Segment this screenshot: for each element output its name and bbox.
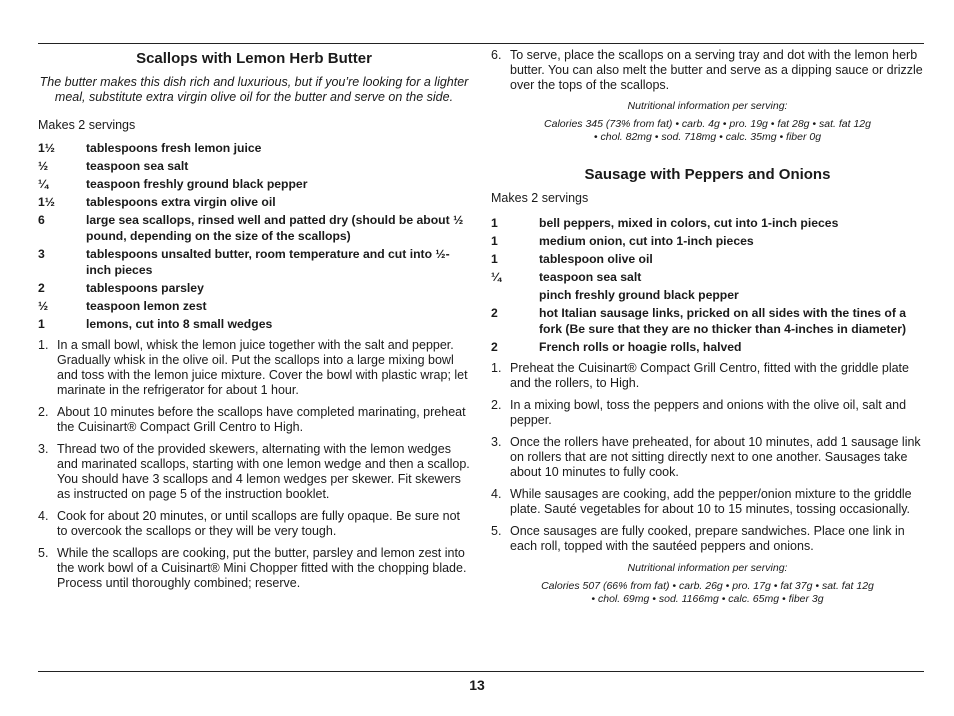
ingredient-row — [38, 212, 470, 244]
ingredient-desc: tablespoon olive oil — [539, 252, 653, 266]
ingredient-row — [491, 287, 924, 303]
step-text: While sausages are cooking, add the pepper/onion mixture to the griddle plate. Sauté vegetables for about 10 to 15 minutes, tossing occasionally. — [510, 487, 912, 516]
recipe-title: Scallops with Lemon Herb Butter — [136, 50, 372, 67]
step-item — [491, 48, 924, 93]
nutrition-title: Nutritional information per serving: — [627, 562, 788, 574]
step-number: 3. — [38, 442, 49, 456]
ingredient-qty: 1½ — [38, 141, 55, 155]
ingredient-qty — [491, 287, 539, 303]
recipe-intro: The butter makes this dish rich and luxurious, but if you’re looking for a lighter meal, substitute extra virgin olive oil for the butter and serve on the side. — [39, 75, 469, 104]
ingredient-desc: bell peppers, mixed in colors, cut into 1-inch pieces — [539, 216, 839, 230]
ingredient-list — [38, 140, 470, 332]
step-number: 2. — [38, 405, 49, 419]
ingredient-row — [38, 280, 470, 296]
top-rule — [38, 43, 924, 44]
ingredient-qty: 1½ — [38, 195, 55, 209]
step-text: About 10 minutes before the scallops have completed marinating, preheat the Cuisinart® Compact Grill Centro to High. — [57, 405, 466, 434]
left-column — [38, 48, 470, 598]
ingredient-row — [491, 269, 924, 285]
step-text: Preheat the Cuisinart® Compact Grill Centro, fitted with the griddle plate and the rollers, to High. — [510, 361, 909, 390]
step-item — [38, 546, 470, 591]
step-number: 6. — [491, 48, 502, 62]
step-number: 3. — [491, 435, 502, 449]
ingredient-desc: tablespoons extra virgin olive oil — [86, 195, 276, 209]
step-text: While the scallops are cooking, put the butter, parsley and lemon zest into the work bowl of a Cuisinart® Mini Chopper fitted with the chopping blade. Process until thoroughly combined; reserve. — [57, 546, 467, 590]
step-text: Cook for about 20 minutes, or until scallops are fully opaque. Be sure not to overcook the scallops or they will be very tough. — [57, 509, 461, 538]
ingredient-qty: ¼ — [38, 177, 49, 191]
ingredient-qty: 2 — [491, 306, 498, 320]
ingredient-row — [38, 158, 470, 174]
step-text: In a mixing bowl, toss the peppers and onions with the olive oil, salt and pepper. — [510, 398, 907, 427]
nutrition-line: • chol. 82mg • sod. 718mg • calc. 35mg • fiber 0g — [593, 131, 822, 143]
ingredient-qty: ¼ — [491, 270, 502, 284]
ingredient-row — [38, 298, 470, 314]
ingredient-desc: lemons, cut into 8 small wedges — [86, 317, 273, 331]
ingredient-row — [38, 176, 470, 192]
ingredient-desc: medium onion, cut into 1-inch pieces — [539, 234, 754, 248]
ingredient-qty: 2 — [38, 281, 45, 295]
step-number: 5. — [38, 546, 49, 560]
ingredient-row — [491, 305, 924, 337]
step-text: In a small bowl, whisk the lemon juice together with the salt and pepper. Gradually whisk in the olive oil. Put the scallops into a large mixing bowl and toss with the lemon juice mixture. Cover the bowl with plastic wrap; let marinate in the refrigerator for about 1 hour. — [57, 338, 468, 397]
step-item — [38, 338, 470, 398]
step-number: 1. — [491, 361, 502, 375]
nutrition-info — [491, 562, 924, 606]
step-text: Once the rollers have preheated, for about 10 minutes, add 1 sausage link on rollers that are not sitting directly next to one another. Sausages take about 10 minutes to fully cook. — [510, 435, 921, 479]
step-item — [491, 398, 924, 428]
step-number: 2. — [491, 398, 502, 412]
ingredient-desc: large sea scallops, rinsed well and patted dry (should be about ½ pound, depending on the size of the scallops) — [86, 213, 464, 243]
ingredient-row — [491, 233, 924, 249]
ingredient-desc: teaspoon sea salt — [86, 159, 189, 173]
step-number: 1. — [38, 338, 49, 352]
ingredient-desc: hot Italian sausage links, pricked on all sides with the tines of a fork (Be sure that they are no thicker than 4-inches in diameter) — [539, 306, 907, 336]
ingredient-row — [491, 339, 924, 355]
step-list — [491, 361, 924, 554]
ingredient-row — [38, 316, 470, 332]
ingredient-list — [491, 215, 924, 355]
step-item — [491, 487, 924, 517]
ingredient-row — [38, 194, 470, 210]
step-text: Once sausages are fully cooked, prepare sandwiches. Place one link in each roll, topped with the sautéed peppers and onions. — [510, 524, 905, 553]
right-column — [491, 48, 924, 606]
nutrition-line: Calories 345 (73% from fat) • carb. 4g • pro. 19g • fat 28g • sat. fat 12g — [544, 118, 871, 130]
ingredient-desc: tablespoons fresh lemon juice — [86, 141, 262, 155]
ingredient-desc: teaspoon sea salt — [539, 270, 642, 284]
nutrition-title: Nutritional information per serving: — [627, 100, 788, 112]
step-item — [38, 405, 470, 435]
step-item — [491, 361, 924, 391]
ingredient-qty: 1 — [491, 216, 498, 230]
ingredient-row — [38, 246, 470, 278]
step-item — [38, 509, 470, 539]
nutrition-line: Calories 507 (66% from fat) • carb. 26g • pro. 17g • fat 37g • sat. fat 12g — [541, 580, 874, 592]
ingredient-qty: 3 — [38, 247, 45, 261]
nutrition-line: • chol. 69mg • sod. 1166mg • calc. 65mg • fiber 3g — [591, 593, 824, 605]
bottom-rule — [38, 671, 924, 672]
step-number: 4. — [38, 509, 49, 523]
step-item — [491, 435, 924, 480]
step-text: To serve, place the scallops on a serving tray and dot with the lemon herb butter. You can also melt the butter and serve as a dipping sauce or drizzle over the tops of the scallops. — [510, 48, 923, 92]
step-number: 5. — [491, 524, 502, 538]
step-item — [38, 442, 470, 502]
step-item — [491, 524, 924, 554]
recipe-yield: Makes 2 servings — [491, 191, 589, 205]
step-list — [38, 338, 470, 591]
ingredient-qty: ½ — [38, 299, 49, 313]
step-number: 4. — [491, 487, 502, 501]
ingredient-desc: pinch freshly ground black pepper — [539, 288, 739, 302]
ingredient-row — [491, 215, 924, 231]
page-number: 13 — [469, 677, 485, 693]
ingredient-desc: French rolls or hoagie rolls, halved — [539, 340, 742, 354]
ingredient-qty: 6 — [38, 213, 45, 227]
recipe-yield: Makes 2 servings — [38, 118, 136, 132]
ingredient-row — [38, 140, 470, 156]
ingredient-row — [491, 251, 924, 267]
ingredient-qty: 2 — [491, 340, 498, 354]
ingredient-qty: 1 — [491, 252, 498, 266]
ingredient-desc: teaspoon freshly ground black pepper — [86, 177, 308, 191]
ingredient-qty: 1 — [38, 317, 45, 331]
nutrition-info — [491, 100, 924, 144]
ingredient-qty: ½ — [38, 159, 49, 173]
recipe-title: Sausage with Peppers and Onions — [584, 166, 831, 183]
ingredient-desc: tablespoons parsley — [86, 281, 204, 295]
ingredient-qty: 1 — [491, 234, 498, 248]
ingredient-desc: tablespoons unsalted butter, room temperature and cut into ½-inch pieces — [86, 247, 450, 277]
ingredient-desc: teaspoon lemon zest — [86, 299, 207, 313]
step-text: Thread two of the provided skewers, alternating with the lemon wedges and marinated scallops, starting with one lemon wedge and then a scallop. You should have 3 scallops and 4 lemon wedges per skewer. Fit skewers as instructed on page 5 of the instruction booklet. — [57, 442, 470, 501]
step-list-continued — [491, 48, 924, 93]
